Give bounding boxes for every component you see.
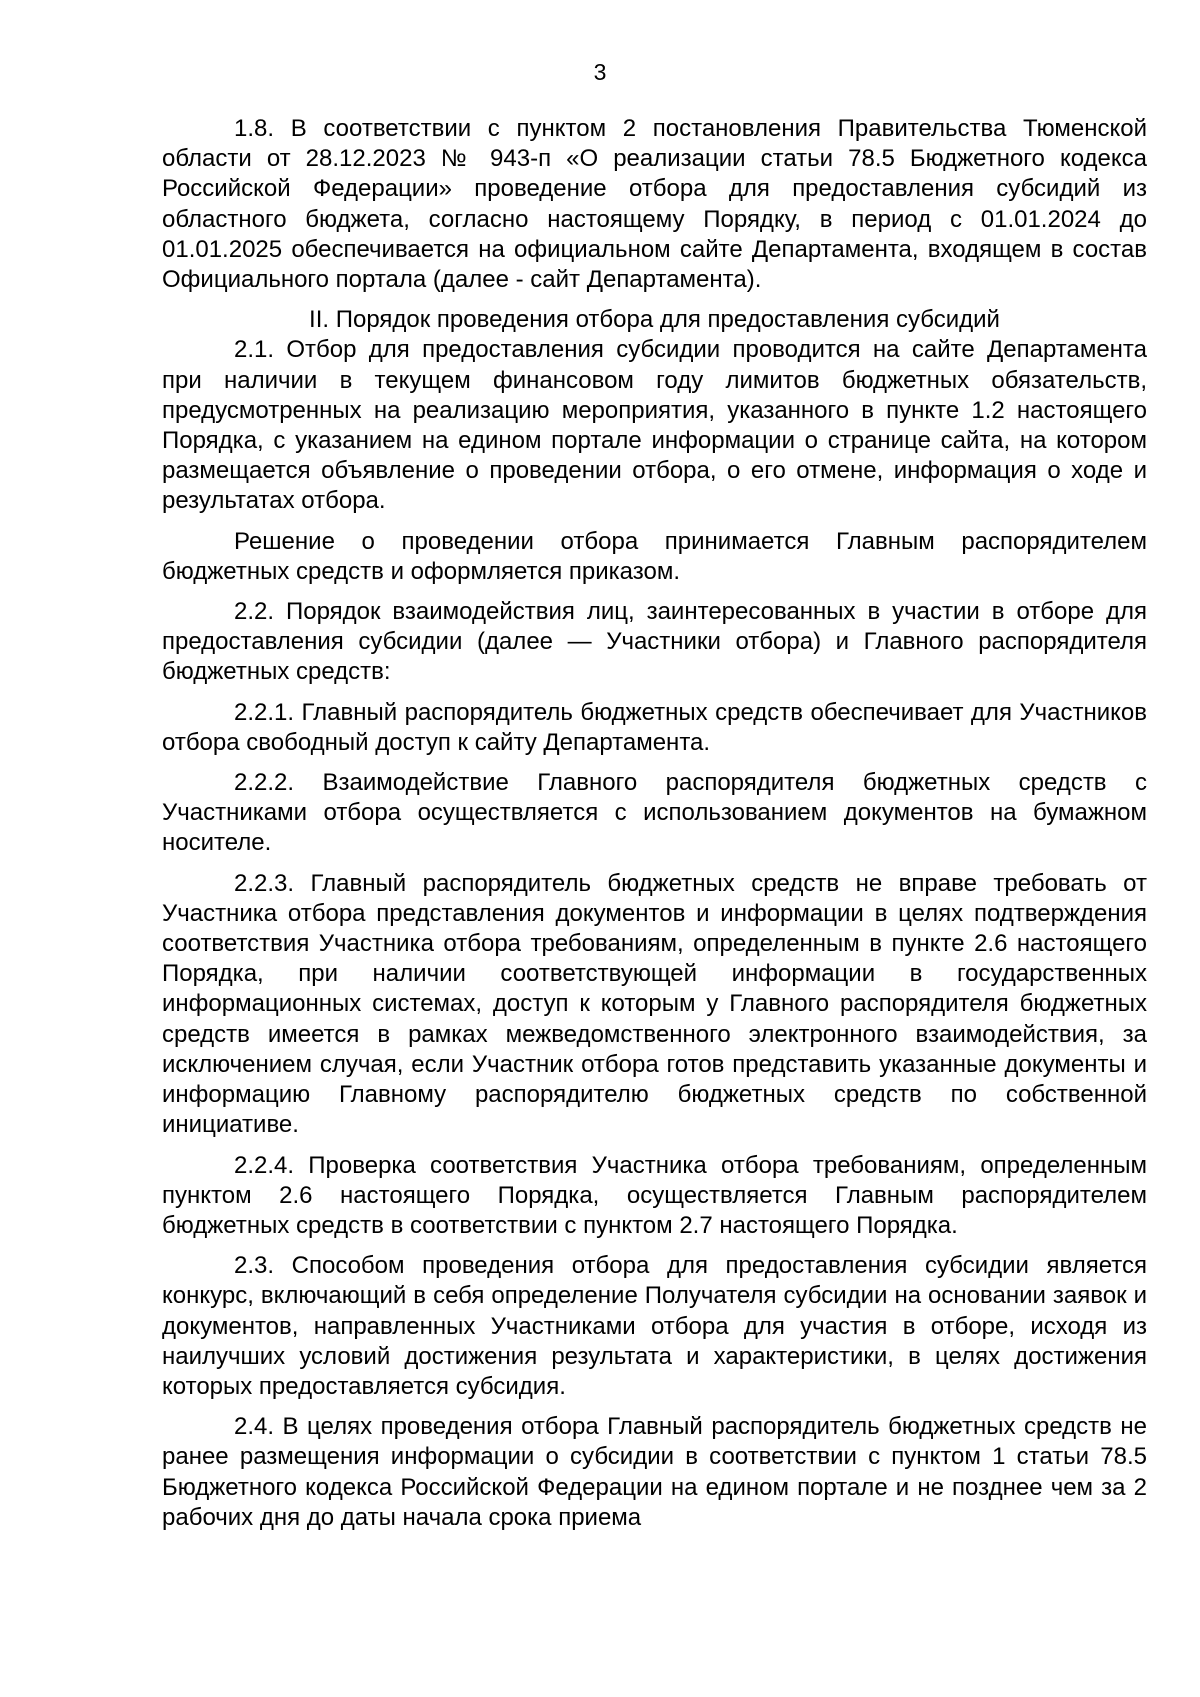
paragraph-1-8: 1.8. В соответствии с пунктом 2 постановления Правительства Тюменской области от 28.12.2023 № 943-п «О реализации статьи 78.5 Бюджетного кодекса Российской Федерации» проведение отбора для предоставления субсидий из областного бюджета, согласно настоящему Порядку, в период с 01.01.2024 до 01.01.2025 обеспечивается на официальном сайте Департамента, входящем в состав Официального портала (далее - сайт Департамента). bbox=[162, 115, 1147, 294]
paragraph-2-1: 2.1. Отбор для предоставления субсидии проводится на сайте Департамента при наличии в текущем финансовом году лимитов бюджетных обязательств, предусмотренных на реализацию мероприятия, указанного в пункте 1.2 настоящего Порядка, с указанием на едином портале информации о странице сайта, на котором размещается объявление о проведении отбора, о его отмене, информация о ходе и результатах отбора. bbox=[162, 336, 1147, 515]
document-body bbox=[162, 114, 1147, 1543]
page-number: 3 bbox=[593, 59, 607, 85]
section-heading-2: II. Порядок проведения отбора для предоставления субсидий bbox=[309, 306, 1000, 334]
paragraph-2-2-4: 2.2.4. Проверка соответствия Участника отбора требованиям, определенным пунктом 2.6 настоящего Порядка, осуществляется Главным распорядителем бюджетных средств в соответствии с пунктом 2.7 настоящего Порядка. bbox=[162, 1151, 1147, 1239]
paragraph-decision: Решение о проведении отбора принимается Главным распорядителем бюджетных средств и оформляется приказом. bbox=[162, 527, 1147, 585]
paragraph-2-2-3: 2.2.3. Главный распорядитель бюджетных средств не вправе требовать от Участника отбора представления документов и информации в целях подтверждения соответствия Участника отбора требованиям, определенным в пункте 2.6 настоящего Порядка, при наличии соответствующей информации в государственных информационных системах, доступ к которым у Главного распорядителя бюджетных средств имеется в рамках межведомственного электронного взаимодействия, за исключением случая, если Участник отбора готов представить указанные документы и информацию Главному распорядителю бюджетных средств по собственной инициативе. bbox=[162, 869, 1147, 1139]
paragraph-2-2-1: 2.2.1. Главный распорядитель бюджетных средств обеспечивает для Участников отбора свободный доступ к сайту Департамента. bbox=[162, 698, 1147, 756]
paragraph-2-3: 2.3. Способом проведения отбора для предоставления субсидии является конкурс, включающий в себя определение Получателя субсидии на основании заявок и документов, направленных Участниками отбора для участия в отборе, исходя из наилучших условий достижения результата и характеристики, в целях достижения которых предоставляется субсидия. bbox=[162, 1252, 1147, 1400]
paragraph-2-2: 2.2. Порядок взаимодействия лиц, заинтересованных в участии в отборе для предоставления субсидии (далее — Участники отбора) и Главного распорядителя бюджетных средств: bbox=[162, 598, 1147, 686]
paragraph-2-4: 2.4. В целях проведения отбора Главный распорядитель бюджетных средств не ранее размещения информации о субсидии в соответствии с пунктом 1 статьи 78.5 Бюджетного кодекса Российской Федерации на едином портале и не позднее чем за 2 рабочих дня до даты начала срока приема bbox=[162, 1413, 1147, 1531]
paragraph-2-2-2: 2.2.2. Взаимодействие Главного распорядителя бюджетных средств с Участниками отбора осуществляется с использованием документов на бумажном носителе. bbox=[162, 769, 1147, 857]
